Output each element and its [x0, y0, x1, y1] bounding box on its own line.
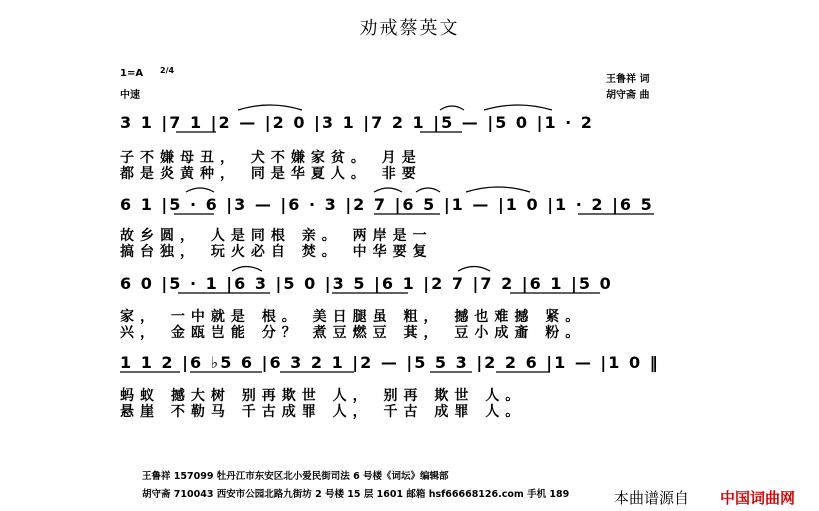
tempo-marking: 中速	[120, 90, 140, 101]
lyrics-line-2-verse-1: 故乡圆， 人是同根 亲。 两岸是一	[120, 228, 433, 244]
score-line-2: 6 1 |5 · 6 |3 — |6 · 3 |2 7 |6 5 |1 — |1 0 |1 · 2 |6 5	[120, 195, 654, 214]
page-title: 劝戒蔡英文	[359, 18, 460, 39]
score-line-1: 3 1 |7 1 |2 — |2 0 |3 1 |7 2 1 |5 — |5 0 |1 · 2	[120, 113, 594, 132]
lyrics-line-3-verse-1: 家， 一中就是 根。 美日腿虽 粗， 撼也难撼 紧。	[120, 309, 586, 325]
lyricist-credit: 王鲁祥 词	[606, 74, 650, 85]
composer-credit: 胡守斋 曲	[606, 90, 650, 101]
lyrics-line-4-verse-1: 蚂蚁 撼大树 别再欺世 人， 别再 欺世 人。	[120, 388, 526, 404]
key-signature: 1=A	[120, 68, 144, 79]
lyrics-line-4-verse-2: 悬崖 不勒马 千古成罪 人， 千古 成罪 人。	[120, 404, 526, 420]
lyrics-line-1-verse-1: 子不嫌母丑， 犬不嫌家贫。 月是	[120, 150, 422, 166]
site-watermark[interactable]: 中国词曲网	[720, 489, 796, 507]
score-line-4: 1 1 2 |6 ♭5 6 |6 3 2 1 |2 — |5 5 3 |2 2 6 |1 — |1 0 ‖	[120, 353, 660, 372]
footer-author-address-2: 胡守斋 710043 西安市公园北路九街坊 2 号楼 15 层 1601 邮箱 hsf66668126.com 手机 189	[142, 489, 570, 500]
footer-author-address-1: 王鲁祥 157099 牡丹江市东安区北小爱民街司法 6 号楼《词坛》编辑部	[142, 471, 449, 482]
lyrics-line-1-verse-2: 都是炎黄种， 同是华夏人。 非要	[120, 166, 422, 182]
source-label: 本曲谱源自	[614, 489, 690, 507]
time-signature: 2/4	[160, 66, 175, 75]
score-line-3: 6 0 |5 · 1 |6 3 |5 0 |3 5 |6 1 |2 7 |7 2 |6 1 |5 0	[120, 274, 613, 293]
lyrics-line-3-verse-2: 兴， 金瓯岂能 分？ 煮豆燃豆 萁， 豆小成齑 粉。	[120, 325, 586, 341]
lyrics-line-2-verse-2: 搞台独， 玩火必自 焚。 中华要复	[120, 244, 433, 260]
